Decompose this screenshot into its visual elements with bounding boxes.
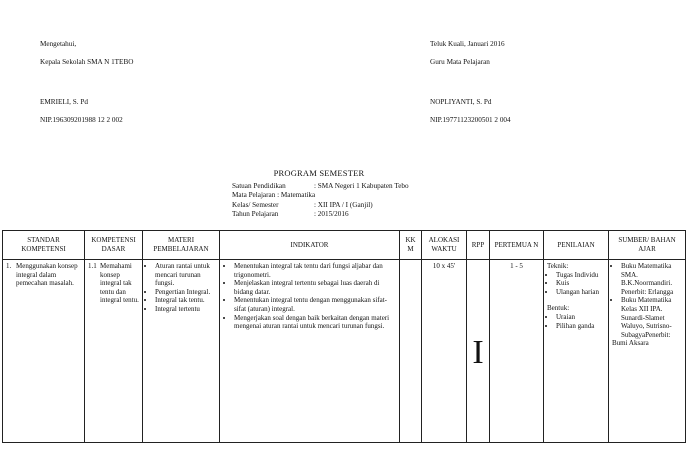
principal-title: Kepala Sekolah SMA N 1TEBO xyxy=(40,58,134,66)
standar-text: Menggunakan konsep integral dalam pemecahan masalah. xyxy=(16,262,78,288)
list-item: • Mengerjakan soal dengan baik berkaitan dengan materi mengenai aturan rantai untuk mencari turunan fungsi. xyxy=(234,314,396,331)
list-item: • Uraian xyxy=(556,313,605,322)
place-date: Teluk Kuali, Januari 2016 xyxy=(430,40,505,48)
sumber-tail: Bumi Aksara xyxy=(612,339,649,348)
acknowledge-label: Mengetahui, xyxy=(40,40,77,48)
teacher-name: NOPLIYANTI, S. Pd xyxy=(430,98,492,106)
cell-pertemuan: 1 - 5 xyxy=(490,260,544,443)
list-item: • Kuis xyxy=(556,279,605,288)
header-rpp: RPP xyxy=(467,231,490,260)
cell-sumber xyxy=(609,260,686,443)
info-key: Mata Pelajaran : Matematika xyxy=(232,191,316,200)
info-key: Kelas/ Semester xyxy=(232,200,279,209)
teacher-title: Guru Mata Pelajaran xyxy=(430,58,490,66)
info-row xyxy=(232,182,409,191)
principal-nip: NIP.196309201988 12 2 002 xyxy=(40,116,123,124)
header-penilaian: PENILAIAN xyxy=(544,231,609,260)
info-value: : 2015/2016 xyxy=(314,210,349,219)
cell-rpp xyxy=(467,260,490,443)
info-row xyxy=(232,191,409,200)
header-sumber: SUMBER/ BAHAN AJAR xyxy=(609,231,686,260)
header-alokasi: ALOKASI WAKTU xyxy=(422,231,467,260)
document-title: PROGRAM SEMESTER xyxy=(273,168,365,178)
header-kd: KOMPETENSI DASAR xyxy=(85,231,143,260)
semester-program-table xyxy=(2,230,686,443)
list-item: • Tugas Individu xyxy=(556,271,605,280)
info-value: : SMA Negeri 1 Kabupaten Tebo xyxy=(314,182,409,190)
cell-penilaian xyxy=(544,260,609,443)
list-item: • Ulangan harian xyxy=(556,288,605,297)
info-key: Satuan Pendidikan xyxy=(232,182,286,190)
teacher-nip: NIP.19771123200501 2 004 xyxy=(430,116,511,124)
cell-materi xyxy=(143,260,220,443)
list-item: • Aturan rantai untuk mencari turunan fungsi. xyxy=(155,262,216,288)
info-key: Tahun Pelajaran xyxy=(232,210,279,219)
table-row xyxy=(3,260,686,443)
cell-indikator xyxy=(220,260,400,443)
list-item: • Integral tak tentu. xyxy=(155,296,216,305)
header-kkm: KK M xyxy=(400,231,422,260)
rpp-value: I xyxy=(472,334,484,371)
list-item: • Menjelaskan integral tertentu sebagai luas daerah di bidang datar. xyxy=(234,279,396,296)
cell-alokasi: 10 x 45' xyxy=(422,260,467,443)
standar-number: 1. xyxy=(6,262,12,270)
cell-standar xyxy=(3,260,85,443)
teknik-label: Teknik: xyxy=(547,262,569,270)
bentuk-label: Bentuk: xyxy=(547,304,570,313)
list-item: • Integral tertentu xyxy=(155,305,216,314)
header-indikator: INDIKATOR xyxy=(220,231,400,260)
list-item: • Menentukan integral tak tentu dari fungsi aljabar dan trigonometri. xyxy=(234,262,396,279)
principal-name: EMRIELI, S. Pd xyxy=(40,98,88,106)
list-item: • Buku Matematika Kelas XII IPA. Sunardi-Slamet Waluyo, Sutrisno-SubagyaPenerbit: xyxy=(621,296,682,339)
cell-kd xyxy=(85,260,143,443)
header-materi: MATERI PEMBELAJARAN xyxy=(143,231,220,260)
cell-kkm xyxy=(400,260,422,443)
info-row xyxy=(232,210,409,219)
info-block xyxy=(232,182,409,220)
header-pertemuan: PERTEMUA N xyxy=(490,231,544,260)
header-standar: STANDAR KOMPETENSI xyxy=(3,231,85,260)
list-item: • Pilihan ganda xyxy=(556,322,605,331)
kd-number: 1.1 xyxy=(88,262,97,270)
kd-text: Memahami konsep integral tak tentu dan integral tentu. xyxy=(100,262,139,305)
list-item: • Buku Matematika SMA. B.K.Noormandiri. Penerbit: Erlangga xyxy=(621,262,682,296)
info-row xyxy=(232,201,409,210)
table-header-row xyxy=(3,231,686,260)
list-item: • Pengertian Integral. xyxy=(155,288,216,297)
list-item: • Menentukan integral tentu dengan menggunakan sifat-sifat (aturan) integral. xyxy=(234,296,396,313)
info-value: : XII IPA / I (Ganjil) xyxy=(314,200,373,209)
